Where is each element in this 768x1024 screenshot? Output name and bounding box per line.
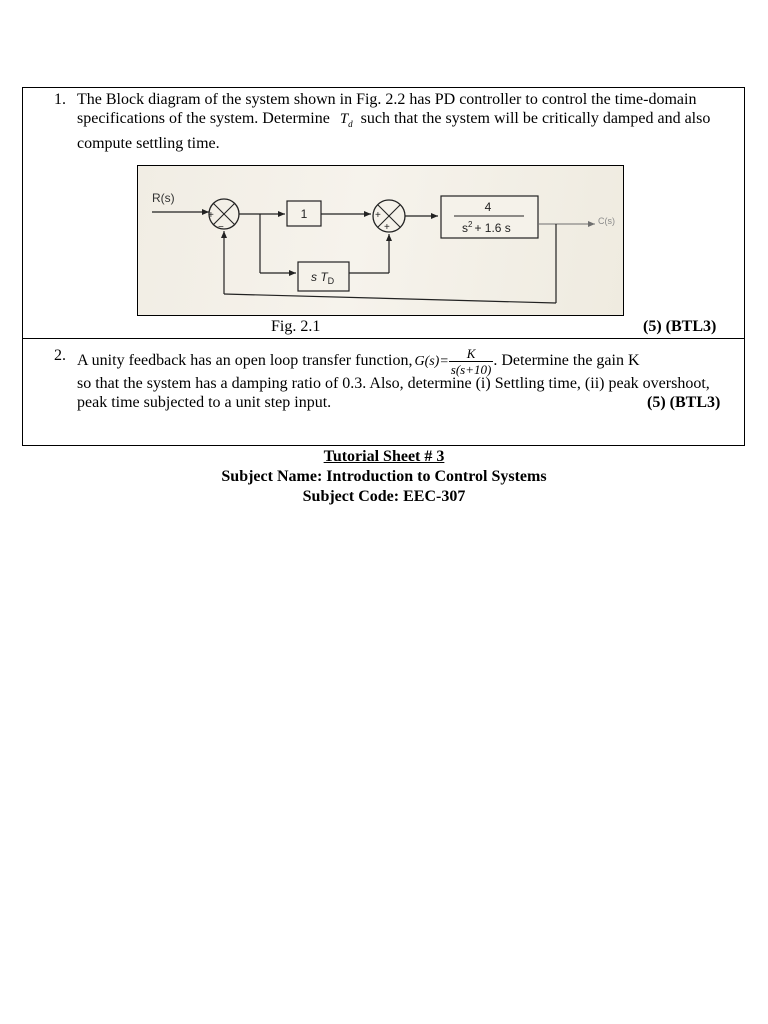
block-diagram-figure [137,165,624,316]
question-1-text-after: such that the system will be critically damped and also compute settling time. [77,110,711,152]
gain-block-label: 1 [300,207,308,221]
block-diagram [138,166,624,316]
question-1-text [77,90,737,153]
question-2-text-rest: so that the system has a damping ratio of 0.3. Also, determine (i) Settling time, (ii) peak overshoot, peak time subjected to a unit step input. [77,375,710,411]
summing-junction-2 [373,200,405,233]
summing-junction-1 [208,199,239,233]
derivative-block-label: s $T_D$ [311,270,335,286]
question-1-text-before: The Block diagram of the system shown in Fig. 2.2 has PD controller to control the time-domain specifications of the system. Determine [77,91,697,127]
question-2-text-after: . Determine the gain K [493,352,640,370]
question-2-first-line [77,346,742,377]
input-label: R(s) [152,191,175,205]
subject-name: Subject Name: Introduction to Control Systems [221,468,547,485]
question-divider [23,338,744,339]
transfer-function-denominator: s(s+10) [450,362,492,377]
questions-table [22,87,745,446]
question-1-number: 1. [54,91,66,108]
subject-code: Subject Code: EEC-307 [302,488,466,505]
transfer-function-fraction [449,346,494,377]
sum2-sign-plus-bottom: + [384,222,390,233]
transfer-function-numerator: K [449,346,494,362]
sum1-sign-plus: + [208,210,214,221]
plant-block [441,196,538,238]
gain-block [287,201,321,226]
tutorial-sheet-title: Tutorial Sheet # 3 [323,448,445,465]
td-variable: $T_d$ [339,111,353,129]
transfer-function-lhs: G(s)= [414,354,449,370]
question-1-marks: (5) (BTL3) [643,318,717,335]
derivative-block [298,262,349,291]
question-2-number: 2. [54,347,66,364]
plant-denominator: $s^2 + 1.6$ s [462,220,511,235]
question-2-text-before: A unity feedback has an open loop transfer function, [77,352,413,370]
sum2-sign-plus-left: + [375,210,381,221]
plant-numerator: 4 [484,200,492,214]
question-2-marks: (5) (BTL3) [647,394,721,411]
output-label: C(s) [598,216,615,226]
sum1-sign-minus: − [218,222,224,233]
figure-caption: Fig. 2.1 [271,318,321,335]
